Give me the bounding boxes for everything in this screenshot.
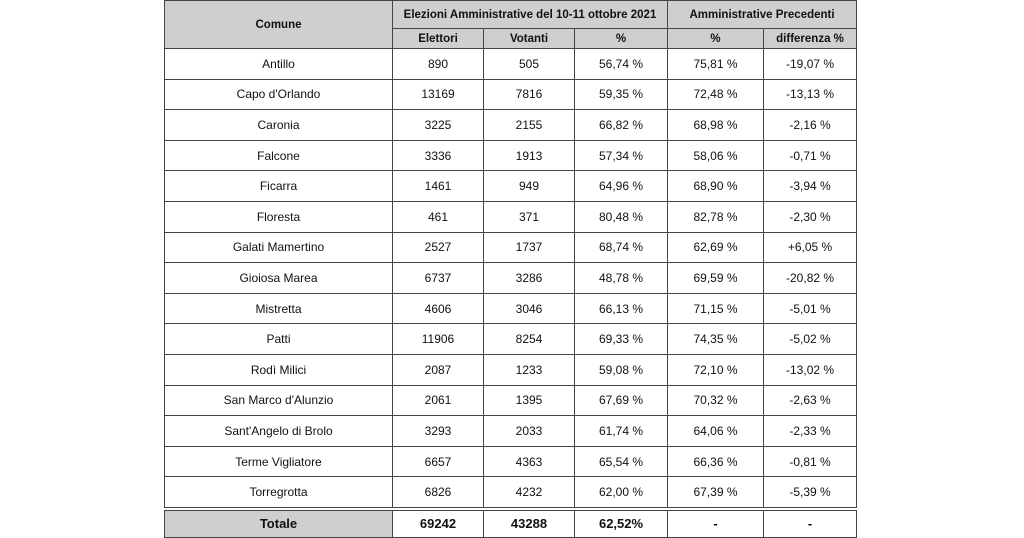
cell-diff: -13,13 % — [764, 79, 857, 110]
cell-votanti: 949 — [484, 171, 575, 202]
total-prev-percent: - — [668, 510, 764, 537]
cell-comune: Floresta — [165, 201, 393, 232]
cell-diff: -2,33 % — [764, 416, 857, 447]
cell-comune: Caronia — [165, 110, 393, 141]
cell-votanti: 3046 — [484, 293, 575, 324]
cell-prev-percent: 64,06 % — [668, 416, 764, 447]
cell-comune: Antillo — [165, 49, 393, 80]
header-group-current: Elezioni Amministrative del 10-11 ottobre 2021 — [393, 1, 668, 29]
cell-prev-percent: 68,90 % — [668, 171, 764, 202]
cell-prev-percent: 66,36 % — [668, 446, 764, 477]
cell-prev-percent: 74,35 % — [668, 324, 764, 355]
header-percent-current: % — [575, 29, 668, 49]
total-percent: 62,52% — [575, 510, 668, 537]
table-footer — [165, 507, 857, 537]
cell-percent: 67,69 % — [575, 385, 668, 416]
table-row — [165, 232, 857, 263]
cell-diff: -2,16 % — [764, 110, 857, 141]
cell-diff: +6,05 % — [764, 232, 857, 263]
total-elettori: 69242 — [393, 510, 484, 537]
cell-percent: 57,34 % — [575, 140, 668, 171]
table-row — [165, 324, 857, 355]
cell-elettori: 6826 — [393, 477, 484, 508]
cell-votanti: 1737 — [484, 232, 575, 263]
table-row — [165, 416, 857, 447]
cell-diff: -0,81 % — [764, 446, 857, 477]
cell-prev-percent: 82,78 % — [668, 201, 764, 232]
cell-elettori: 3293 — [393, 416, 484, 447]
cell-comune: Torregrotta — [165, 477, 393, 508]
cell-comune: San Marco d'Alunzio — [165, 385, 393, 416]
total-label: Totale — [165, 510, 393, 537]
cell-diff: -0,71 % — [764, 140, 857, 171]
cell-prev-percent: 62,69 % — [668, 232, 764, 263]
cell-prev-percent: 71,15 % — [668, 293, 764, 324]
cell-percent: 66,82 % — [575, 110, 668, 141]
cell-comune: Galati Mamertino — [165, 232, 393, 263]
cell-percent: 62,00 % — [575, 477, 668, 508]
cell-votanti: 1395 — [484, 385, 575, 416]
cell-comune: Gioiosa Marea — [165, 263, 393, 294]
cell-prev-percent: 72,48 % — [668, 79, 764, 110]
cell-elettori: 6737 — [393, 263, 484, 294]
cell-elettori: 3336 — [393, 140, 484, 171]
cell-elettori: 890 — [393, 49, 484, 80]
cell-percent: 80,48 % — [575, 201, 668, 232]
cell-votanti: 1913 — [484, 140, 575, 171]
cell-diff: -2,30 % — [764, 201, 857, 232]
cell-elettori: 2087 — [393, 354, 484, 385]
cell-votanti: 4363 — [484, 446, 575, 477]
total-row — [165, 510, 857, 537]
header-comune: Comune — [165, 1, 393, 49]
cell-votanti: 2033 — [484, 416, 575, 447]
cell-votanti: 4232 — [484, 477, 575, 508]
cell-comune: Capo d'Orlando — [165, 79, 393, 110]
cell-percent: 69,33 % — [575, 324, 668, 355]
cell-votanti: 7816 — [484, 79, 575, 110]
total-votanti: 43288 — [484, 510, 575, 537]
cell-elettori: 1461 — [393, 171, 484, 202]
cell-elettori: 11906 — [393, 324, 484, 355]
cell-diff: -3,94 % — [764, 171, 857, 202]
cell-percent: 48,78 % — [575, 263, 668, 294]
cell-elettori: 2061 — [393, 385, 484, 416]
cell-elettori: 6657 — [393, 446, 484, 477]
table-row — [165, 263, 857, 294]
cell-prev-percent: 75,81 % — [668, 49, 764, 80]
table-row — [165, 140, 857, 171]
cell-votanti: 2155 — [484, 110, 575, 141]
cell-votanti: 1233 — [484, 354, 575, 385]
cell-diff: -5,39 % — [764, 477, 857, 508]
cell-comune: Patti — [165, 324, 393, 355]
table-row — [165, 49, 857, 80]
cell-diff: -13,02 % — [764, 354, 857, 385]
cell-diff: -2,63 % — [764, 385, 857, 416]
table-row — [165, 293, 857, 324]
cell-percent: 59,35 % — [575, 79, 668, 110]
cell-comune: Mistretta — [165, 293, 393, 324]
cell-prev-percent: 68,98 % — [668, 110, 764, 141]
cell-prev-percent: 58,06 % — [668, 140, 764, 171]
cell-percent: 68,74 % — [575, 232, 668, 263]
cell-percent: 66,13 % — [575, 293, 668, 324]
cell-votanti: 8254 — [484, 324, 575, 355]
header-percent-previous: % — [668, 29, 764, 49]
header-row-groups — [165, 1, 857, 29]
table-row — [165, 171, 857, 202]
cell-diff: -19,07 % — [764, 49, 857, 80]
table-row — [165, 477, 857, 508]
table-row — [165, 354, 857, 385]
cell-comune: Falcone — [165, 140, 393, 171]
cell-elettori: 13169 — [393, 79, 484, 110]
cell-votanti: 505 — [484, 49, 575, 80]
table-row — [165, 110, 857, 141]
election-table-container — [164, 0, 856, 538]
cell-percent: 65,54 % — [575, 446, 668, 477]
cell-diff: -20,82 % — [764, 263, 857, 294]
cell-prev-percent: 72,10 % — [668, 354, 764, 385]
header-differenza: differenza % — [764, 29, 857, 49]
cell-percent: 59,08 % — [575, 354, 668, 385]
table-row — [165, 201, 857, 232]
header-group-previous: Amministrative Precedenti — [668, 1, 857, 29]
cell-percent: 61,74 % — [575, 416, 668, 447]
table-row — [165, 79, 857, 110]
election-turnout-table — [164, 0, 857, 538]
cell-elettori: 461 — [393, 201, 484, 232]
table-body — [165, 49, 857, 508]
cell-votanti: 371 — [484, 201, 575, 232]
cell-prev-percent: 69,59 % — [668, 263, 764, 294]
header-elettori: Elettori — [393, 29, 484, 49]
cell-percent: 56,74 % — [575, 49, 668, 80]
cell-elettori: 4606 — [393, 293, 484, 324]
table-header — [165, 1, 857, 49]
table-row — [165, 446, 857, 477]
cell-votanti: 3286 — [484, 263, 575, 294]
header-votanti: Votanti — [484, 29, 575, 49]
cell-prev-percent: 70,32 % — [668, 385, 764, 416]
cell-percent: 64,96 % — [575, 171, 668, 202]
cell-elettori: 2527 — [393, 232, 484, 263]
cell-prev-percent: 67,39 % — [668, 477, 764, 508]
cell-elettori: 3225 — [393, 110, 484, 141]
table-row — [165, 385, 857, 416]
total-diff: - — [764, 510, 857, 537]
cell-comune: Terme Vigliatore — [165, 446, 393, 477]
cell-comune: Sant'Angelo di Brolo — [165, 416, 393, 447]
cell-comune: Rodì Milici — [165, 354, 393, 385]
cell-comune: Ficarra — [165, 171, 393, 202]
cell-diff: -5,02 % — [764, 324, 857, 355]
cell-diff: -5,01 % — [764, 293, 857, 324]
